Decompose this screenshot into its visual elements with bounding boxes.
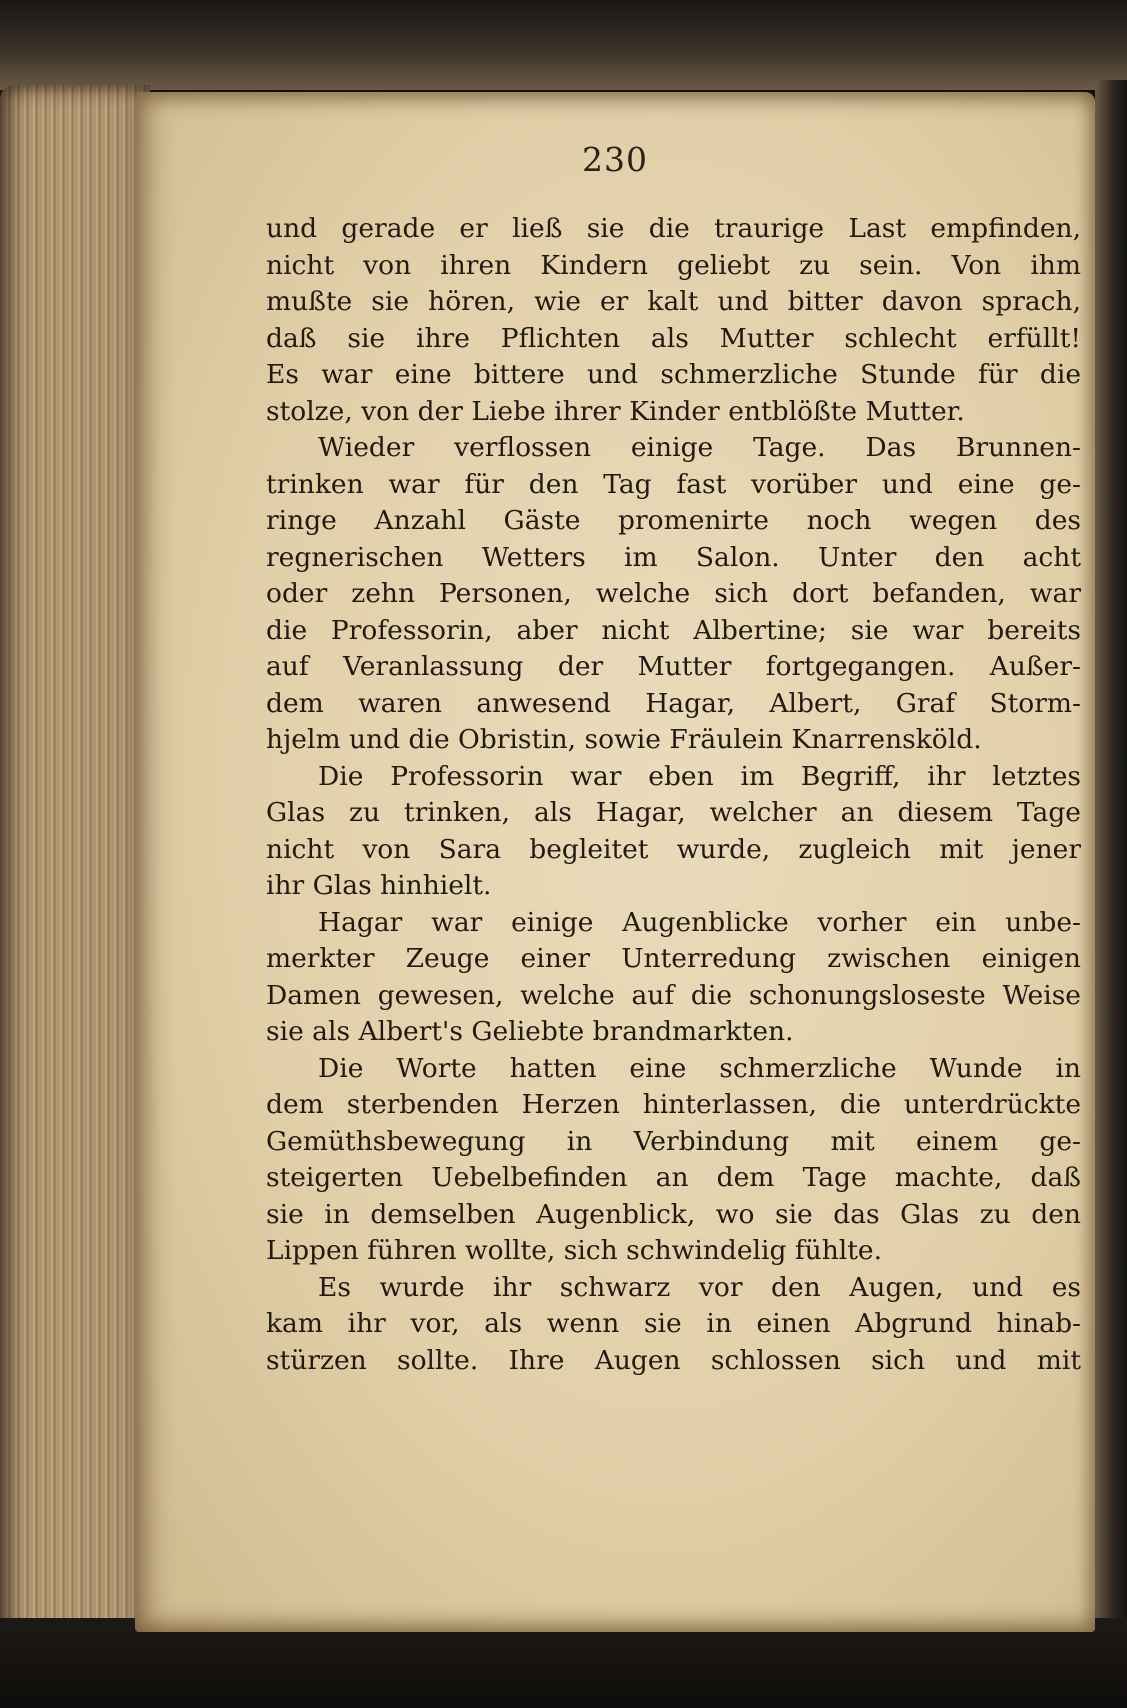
text-line: und gerade er ließ sie die traurige Last empfinden, [266, 213, 1081, 244]
text-line: Hagar war einige Augenblicke vorher ein unbe- [318, 906, 1081, 938]
text-line: Gemüthsbewegung in Verbindung mit einem ge- [266, 1125, 1081, 1157]
text-line: regnerischen Wetters im Salon. Unter den acht [266, 541, 1081, 573]
text-line: die Professorin, aber nicht Albertine; sie war bereits [266, 614, 1081, 646]
text-line: auf Veranlassung der Mutter fortgegangen. Außer- [266, 651, 1081, 682]
page-stack-edge [0, 85, 150, 1660]
text-line: Es war eine bittere und schmerzliche Stunde für die [266, 359, 1081, 390]
body-text [266, 211, 1081, 1379]
text-line: kam ihr vor, als wenn sie in einen Abgrund hinab- [266, 1308, 1081, 1339]
text-line: merkter Zeuge einer Unterredung zwischen einigen [266, 943, 1081, 974]
text-line: ihr Glas hinhielt. [266, 870, 492, 901]
book-top-edge [0, 0, 1127, 90]
text-line: trinken war für den Tag fast vorüber und eine ge- [266, 468, 1081, 500]
text-line: Wieder verflossen einige Tage. Das Brunnen- [318, 432, 1081, 463]
text-line: Damen gewesen, welche auf die schonungsloseste Weise [266, 979, 1081, 1011]
text-line: mußte sie hören, wie er kalt und bitter davon sprach, [266, 286, 1081, 317]
text-line: Es wurde ihr schwarz vor den Augen, und es [318, 1271, 1081, 1303]
text-line: daß sie ihre Pflichten als Mutter schlecht erfüllt! [266, 322, 1081, 354]
text-line: nicht von ihren Kindern geliebt zu sein. Von ihm [266, 249, 1081, 281]
text-line: stürzen sollte. Ihre Augen schlossen sich und mit [266, 1344, 1081, 1376]
text-line: dem sterbenden Herzen hinterlassen, die unterdrückte [266, 1089, 1081, 1120]
text-line: sie in demselben Augenblick, wo sie das Glas zu den [266, 1198, 1081, 1230]
text-line: dem waren anwesend Hagar, Albert, Graf Storm- [266, 687, 1081, 719]
text-line: Lippen führen wollte, sich schwindelig fühlte. [266, 1235, 883, 1266]
book-spine-shadow [1095, 80, 1127, 1660]
text-line: stolze, von der Liebe ihrer Kinder entblößte Mutter. [266, 395, 965, 427]
book-page [135, 92, 1095, 1632]
text-line: steigerten Uebelbefinden an dem Tage machte, daß [266, 1162, 1081, 1193]
text-line: ringe Anzahl Gäste promenirte noch wegen des [266, 505, 1081, 536]
text-line: Die Professorin war eben im Begriff, ihr letztes [318, 760, 1081, 792]
page-number: 230 [582, 140, 648, 179]
text-line: sie als Albert's Geliebte brandmarkten. [266, 1016, 794, 1047]
text-line: Glas zu trinken, als Hagar, welcher an diesem Tage [266, 797, 1081, 828]
text-line: oder zehn Personen, welche sich dort befanden, war [266, 578, 1081, 609]
text-line: nicht von Sara begleitet wurde, zugleich mit jener [266, 833, 1081, 865]
text-line: Die Worte hatten eine schmerzliche Wunde in [318, 1052, 1081, 1084]
text-line: hjelm und die Obristin, sowie Fräulein Knarrensköld. [266, 724, 982, 755]
